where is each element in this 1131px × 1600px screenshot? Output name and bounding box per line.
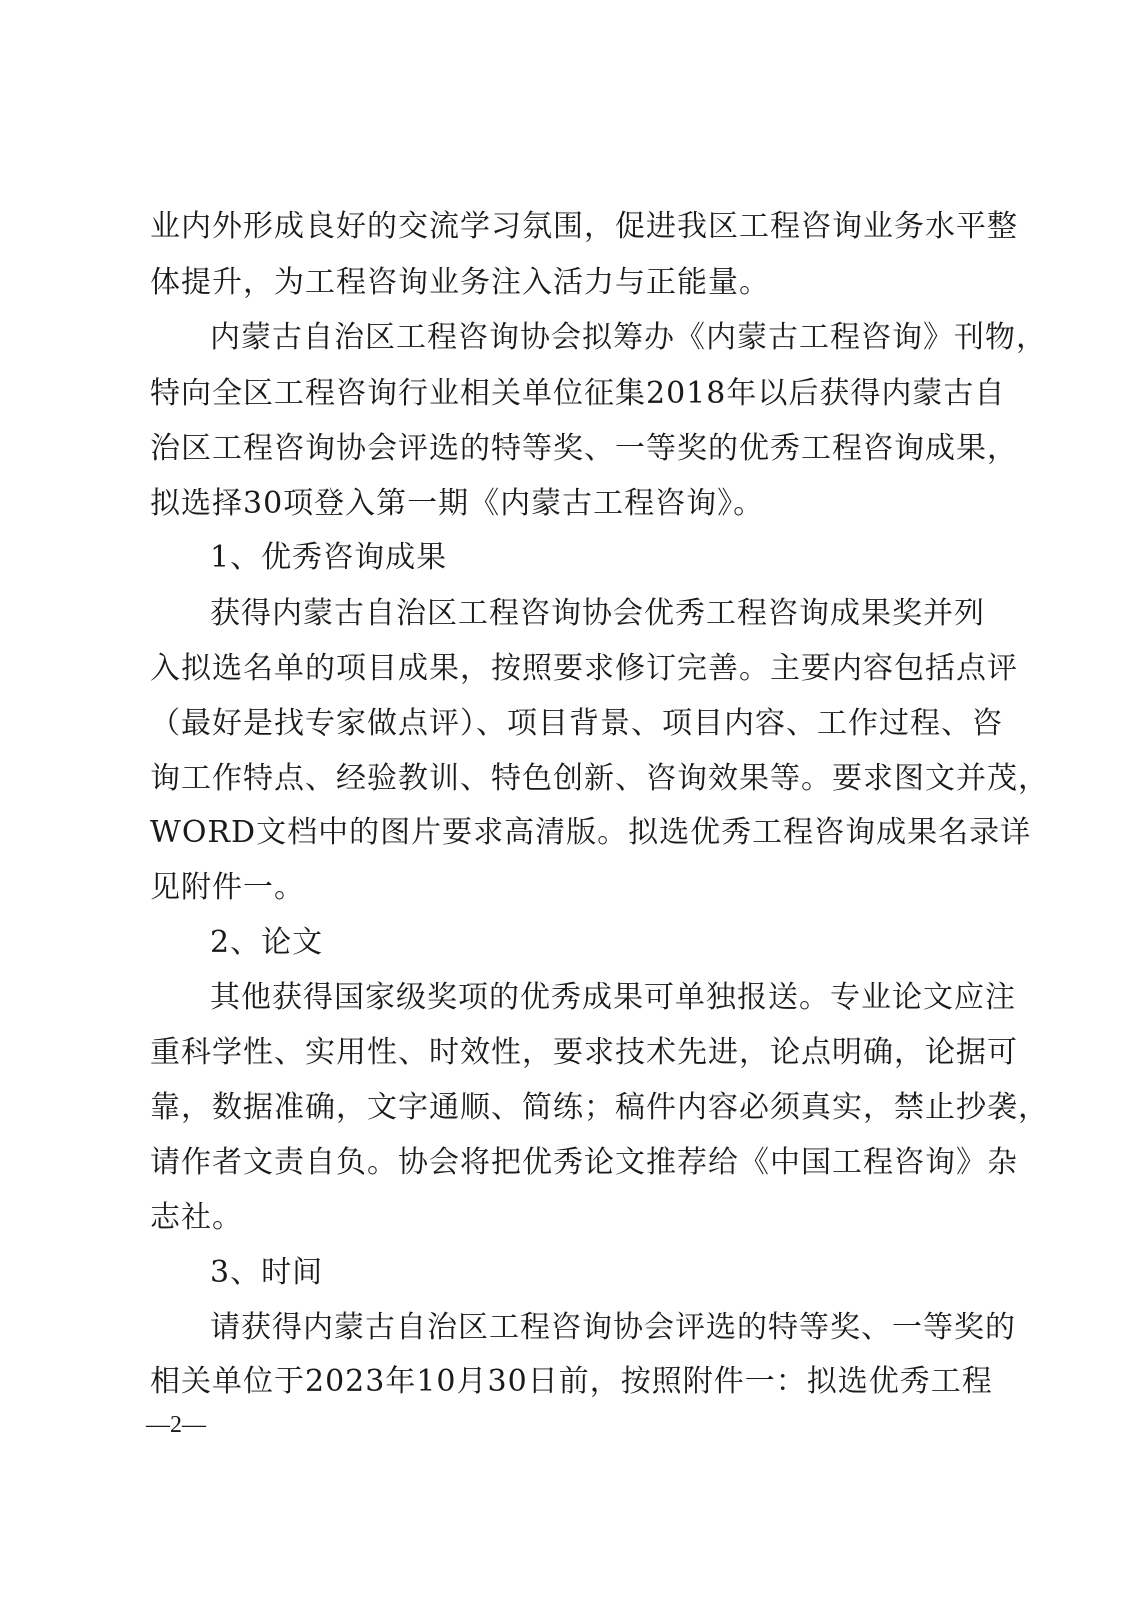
section-heading: 3、时间 — [210, 1255, 324, 1290]
paragraph-line: WORD文档中的图片要求高清版。拟选优秀工程咨询成果名录详 — [150, 815, 1032, 850]
page-number: —2— — [146, 1412, 206, 1438]
section-heading: 1、优秀咨询成果 — [210, 540, 448, 575]
section-heading: 2、论文 — [210, 925, 324, 960]
paragraph-line: 内蒙古自治区工程咨询协会拟筹办《内蒙古工程咨询》刊物， — [210, 320, 1047, 355]
paragraph-line: 询工作特点、经验教训、特色创新、咨询效果等。要求图文并茂， — [150, 761, 1049, 796]
paragraph-line: 靠，数据准确，文字通顺、简练；稿件内容必须真实，禁止抄袭， — [150, 1090, 1049, 1125]
paragraph-line: 入拟选名单的项目成果，按照要求修订完善。主要内容包括点评 — [150, 651, 1018, 686]
paragraph-line: 志社。 — [150, 1200, 243, 1235]
paragraph-line: 特向全区工程咨询行业相关单位征集2018年以后获得内蒙古自 — [150, 376, 1006, 411]
paragraph-line: 拟选择30项登入第一期《内蒙古工程咨询》。 — [150, 486, 765, 521]
paragraph-line: 请作者文责自负。协会将把优秀论文推荐给《中国工程咨询》杂 — [150, 1145, 1018, 1180]
paragraph-line: 其他获得国家级奖项的优秀成果可单独报送。专业论文应注 — [210, 980, 1016, 1015]
paragraph-line: （最好是找专家做点评）、项目背景、项目内容、工作过程、咨 — [150, 706, 1003, 741]
paragraph-line: 重科学性、实用性、时效性，要求技术先进，论点明确，论据可 — [150, 1035, 1018, 1070]
paragraph-line: 请获得内蒙古自治区工程咨询协会评选的特等奖、一等奖的 — [210, 1310, 1016, 1345]
paragraph-line: 业内外形成良好的交流学习氛围，促进我区工程咨询业务水平整 — [150, 209, 1018, 244]
paragraph-line: 见附件一。 — [150, 870, 305, 905]
paragraph-line: 体提升，为工程咨询业务注入活力与正能量。 — [150, 265, 770, 300]
paragraph-line: 治区工程咨询协会评选的特等奖、一等奖的优秀工程咨询成果， — [150, 431, 1018, 466]
paragraph-line: 获得内蒙古自治区工程咨询协会优秀工程咨询成果奖并列 — [210, 596, 985, 631]
paragraph-line: 相关单位于2023年10月30日前，按照附件一：拟选优秀工程 — [150, 1364, 993, 1399]
